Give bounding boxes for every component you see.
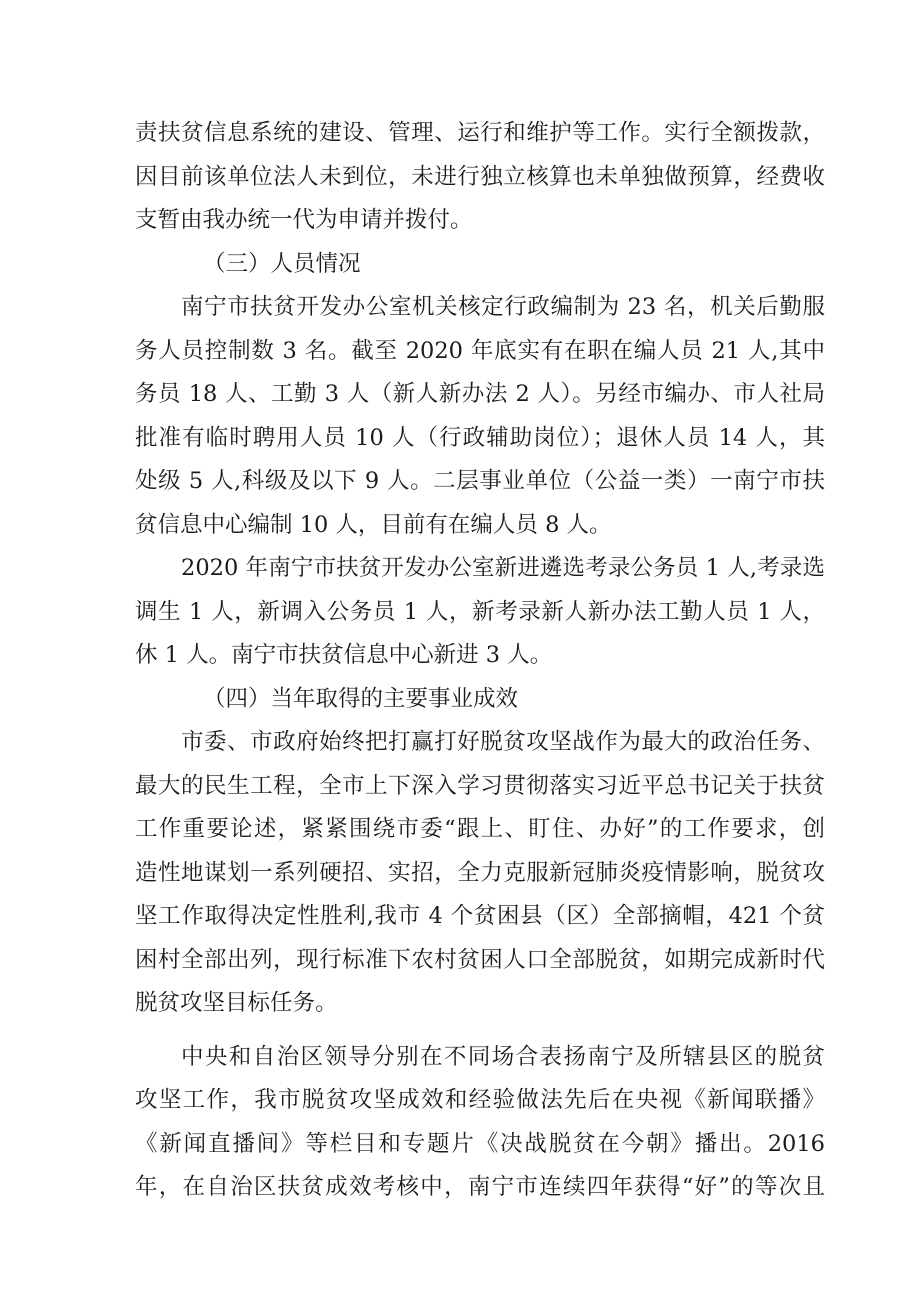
text-line: 支暂由我办统一代为申请并拨付。 <box>135 207 473 233</box>
text-line: 市委、市政府始终把打赢打好脱贫攻坚战作为最大的政治任务、 <box>181 729 825 755</box>
text-line: 因目前该单位法人未到位，未进行独立核算也未单独做预算，经费收 <box>135 163 825 190</box>
text-line: 处级 5 人,科级及以下 9 人。二层事业单位（公益一类）一南宁市扶 <box>135 468 825 494</box>
text-line: 休 1 人。南宁市扶贫信息中心新进 3 人。 <box>135 642 553 668</box>
text-line: 最大的民生工程，全市上下深入学习贯彻落实习近平总书记关于扶贫 <box>135 772 825 799</box>
text-line: 坚工作取得决定性胜利,我市 4 个贫困县（区）全部摘帽，421 个贫 <box>135 903 825 929</box>
text-line: 中央和自治区领导分别在不同场合表扬南宁及所辖县区的脱贫 <box>181 1043 825 1070</box>
text-line: 责扶贫信息系统的建设、管理、运行和维护等工作。实行全额拨款， <box>135 120 825 146</box>
paragraph-funding <box>135 112 825 243</box>
text-line: 《新闻直播间》等栏目和专题片《决战脱贫在今朝》播出。2016 <box>135 1130 825 1157</box>
text-line: 攻坚工作，我市脱贫攻坚成效和经验做法先后在央视《新闻联播》 <box>135 1087 825 1113</box>
text-line: 务人员控制数 3 名。截至 2020 年底实有在职在编人员 21 人,其中 <box>135 337 825 364</box>
section-heading-achievements: （四）当年取得的主要事业成效 <box>203 685 519 712</box>
paragraph-achievements <box>135 721 825 1026</box>
text-line: 调生 1 人，新调入公务员 1 人，新考录新人新办法工勤人员 1 人， <box>135 598 825 625</box>
text-line: 造性地谋划一系列硬招、实招，全力克服新冠肺炎疫情影响，脱贫攻 <box>135 859 825 886</box>
text-line: 脱贫攻坚目标任务。 <box>135 990 338 1016</box>
text-line: 工作重要论述，紧紧围绕市委“跟上、盯住、办好”的工作要求，创 <box>135 816 825 842</box>
text-line: 南宁市扶贫开发办公室机关核定行政编制为 23 名，机关后勤服 <box>181 294 825 320</box>
paragraph-recognition <box>135 1036 825 1210</box>
paragraph-gap <box>135 1026 825 1036</box>
text-line: 困村全部出列，现行标准下农村贫困人口全部脱贫，如期完成新时代 <box>135 946 825 973</box>
paragraph-new-staff <box>135 547 825 678</box>
text-line: 批准有临时聘用人员 10 人（行政辅助岗位）；退休人员 14 人，其 <box>135 424 825 451</box>
section-heading-personnel: （三）人员情况 <box>203 250 361 277</box>
document-body <box>135 112 825 1210</box>
text-line: 务员 18 人、工勤 3 人（新人新办法 2 人）。另经市编办、市人社局 <box>135 381 825 407</box>
text-line: 年，在自治区扶贫成效考核中，南宁市连续四年获得“好”的等次且 <box>135 1174 825 1200</box>
paragraph-staffing <box>135 286 825 547</box>
text-line: 2020 年南宁市扶贫开发办公室新进遴选考录公务员 1 人,考录选 <box>181 555 825 581</box>
text-line: 贫信息中心编制 10 人，目前有在编人员 8 人。 <box>135 511 612 538</box>
